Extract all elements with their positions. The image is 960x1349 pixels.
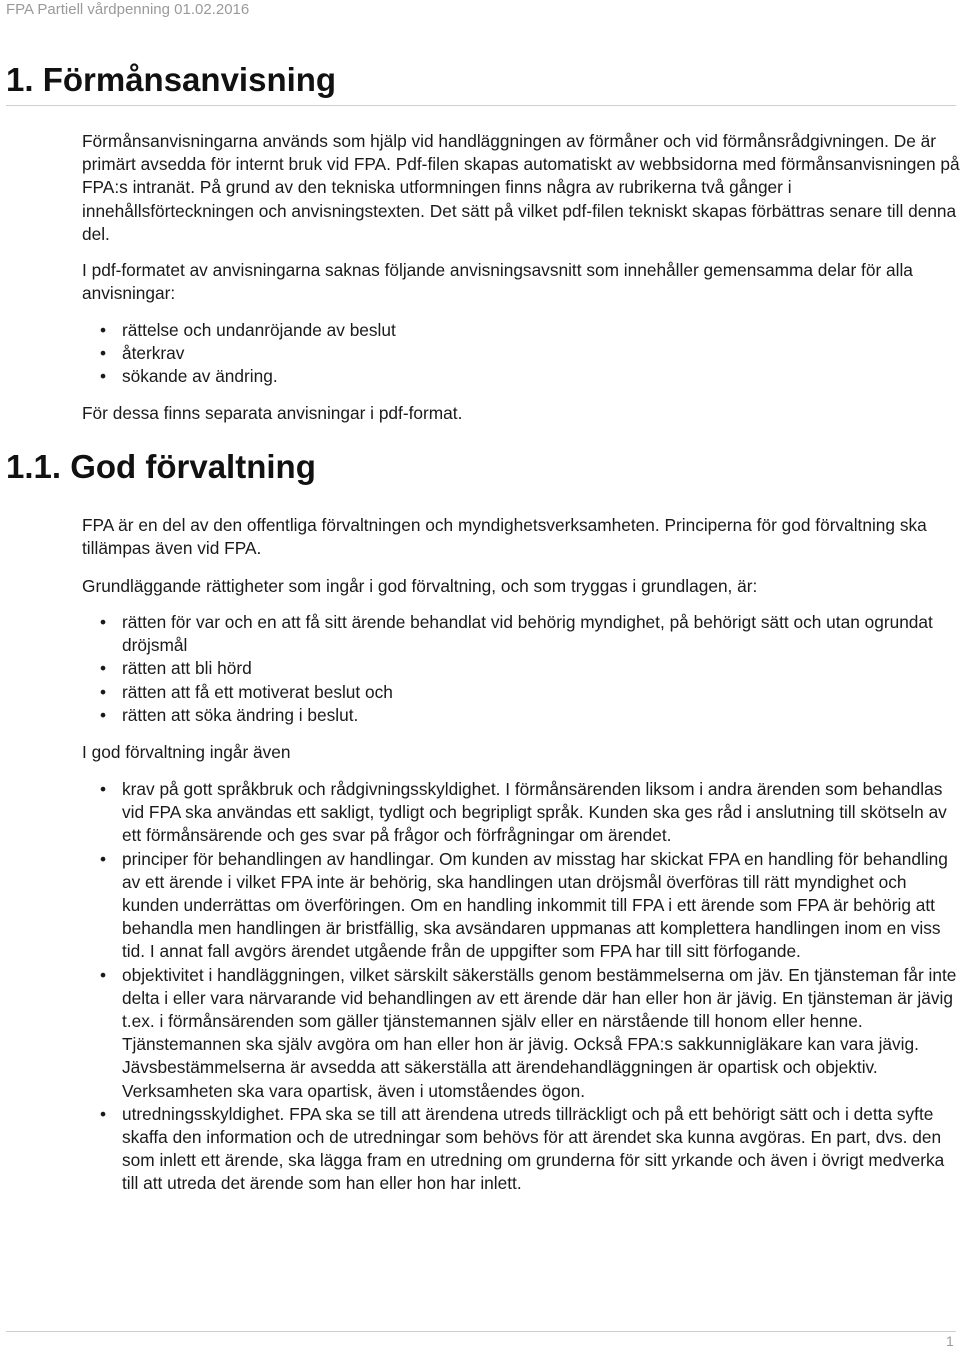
- section-title-god-forvaltning: 1.1. God förvaltning: [6, 448, 316, 485]
- separate-pdf-note: För dessa finns separata anvisningar i pdf-format.: [82, 403, 463, 423]
- list-item: • rätten för var och en att få sitt ärende behandlat vid behörig myndighet, på behörigt sätt och utan ogrundat dröjsmål: [82, 611, 960, 657]
- list-item: • utredningsskyldighet. FPA ska se till att ärendena utreds tillräckligt och på ett behörigt sätt och i detta syfte skaffa den information och de utredningar som behövs för att ärendet ska kunna avgöras. En part, dvs. den som inlett ett ärende, ska lägga fram en utredning om grunderna för sitt yrkande och även i övrigt medverka till att utreda det ärende som han eller hon har inlett.: [82, 1103, 960, 1196]
- good-governance-paragraph: FPA är en del av den offentliga förvaltningen och myndighetsverksamheten. Principerna för god förvaltning ska tillämpas även vid FPA.: [82, 515, 927, 559]
- missing-sections-list: [82, 319, 960, 389]
- page-number: 1: [946, 1333, 954, 1349]
- list-item: • rätten att bli hörd: [82, 657, 960, 680]
- intro-paragraph: Förmånsanvisningarna används som hjälp vid handläggningen av förmåner och vid förmånsrådgivningen. De är primärt avsedda för internt bruk vid FPA. Pdf-filen skapas automatiskt av webbsidorna med förmånsanvisningen på FPA:s intranät. På grund av den tekniska utformningen finns några av rubrikerna två gånger i innehållsförteckningen och anvisningstexten. Det sätt på vilket pdf-filen tekniskt skapas förbättras senare till denna del.: [82, 131, 960, 244]
- running-header: FPA Partiell vårdpenning 01.02.2016: [6, 1, 250, 18]
- list-item: • rätten att söka ändring i beslut.: [82, 704, 960, 727]
- list-item: • rättelse och undanröjande av beslut: [82, 319, 960, 342]
- basic-rights-paragraph: Grundläggande rättigheter som ingår i god förvaltning, och som tryggas i grundlagen, är:: [82, 576, 758, 596]
- list-item: • krav på gott språkbruk och rådgivningsskyldighet. I förmånsärenden liksom i andra ärenden som behandlas vid FPA ska användas ett sakligt, tydligt och begripligt språk. Kunden ska ges råd i anslutning till skötseln av ett förmånsärende och ges svar på frågor och förfrågningar om ärendet.: [82, 778, 960, 848]
- list-item: • sökande av ändring.: [82, 365, 960, 388]
- footer-divider: [6, 1331, 956, 1332]
- also-included-paragraph: I god förvaltning ingår även: [82, 742, 291, 762]
- list-item: • återkrav: [82, 342, 960, 365]
- heading-divider: [6, 105, 956, 106]
- list-item: • objektivitet i handläggningen, vilket särskilt säkerställs genom bestämmelserna om jäv. En tjänsteman får inte delta i eller vara närvarande vid behandlingen av ett ärende där han eller hon är jävig. En tjänsteman är jävig t.ex. i förmånsärenden som gäller tjänstemannen själv eller en närstående till honom eller henne. Tjänstemannen ska själv avgöra om han eller hon är jävig. Också FPA:s sakkunnigläkare kan vara jävig. Jävsbestämmelserna är avsedda att säkerställa att ärendehandläggningen är opartisk och objektiv. Verksamheten ska vara opartisk, även i utomståendes ögon.: [82, 964, 960, 1103]
- missing-sections-paragraph: I pdf-formatet av anvisningarna saknas följande anvisningsavsnitt som innehåller gemensamma delar för alla anvisningar:: [82, 260, 913, 304]
- basic-rights-list: [82, 611, 960, 727]
- list-item: • principer för behandlingen av handlingar. Om kunden av misstag har skickat FPA en handling för behandling av ett ärende i vilket FPA inte är behörig, ska handlingen utan dröjsmål överföras till rätt myndighet och kunden underrättas om överföringen. Om en handling inkommit till FPA i ett ärende som FPA är behörig att behandla men handlingen är bristfällig, ska avsändaren uppmanas att komplettera handlingen inom en viss tid. I annat fall avgörs ärendet utgående från de uppgifter som FPA har till sitt förfogande.: [82, 848, 960, 964]
- list-item: • rätten att få ett motiverat beslut och: [82, 681, 960, 704]
- governance-principles-list: [82, 778, 960, 1196]
- section-title-formansanvisning: 1. Förmånsanvisning: [6, 61, 337, 98]
